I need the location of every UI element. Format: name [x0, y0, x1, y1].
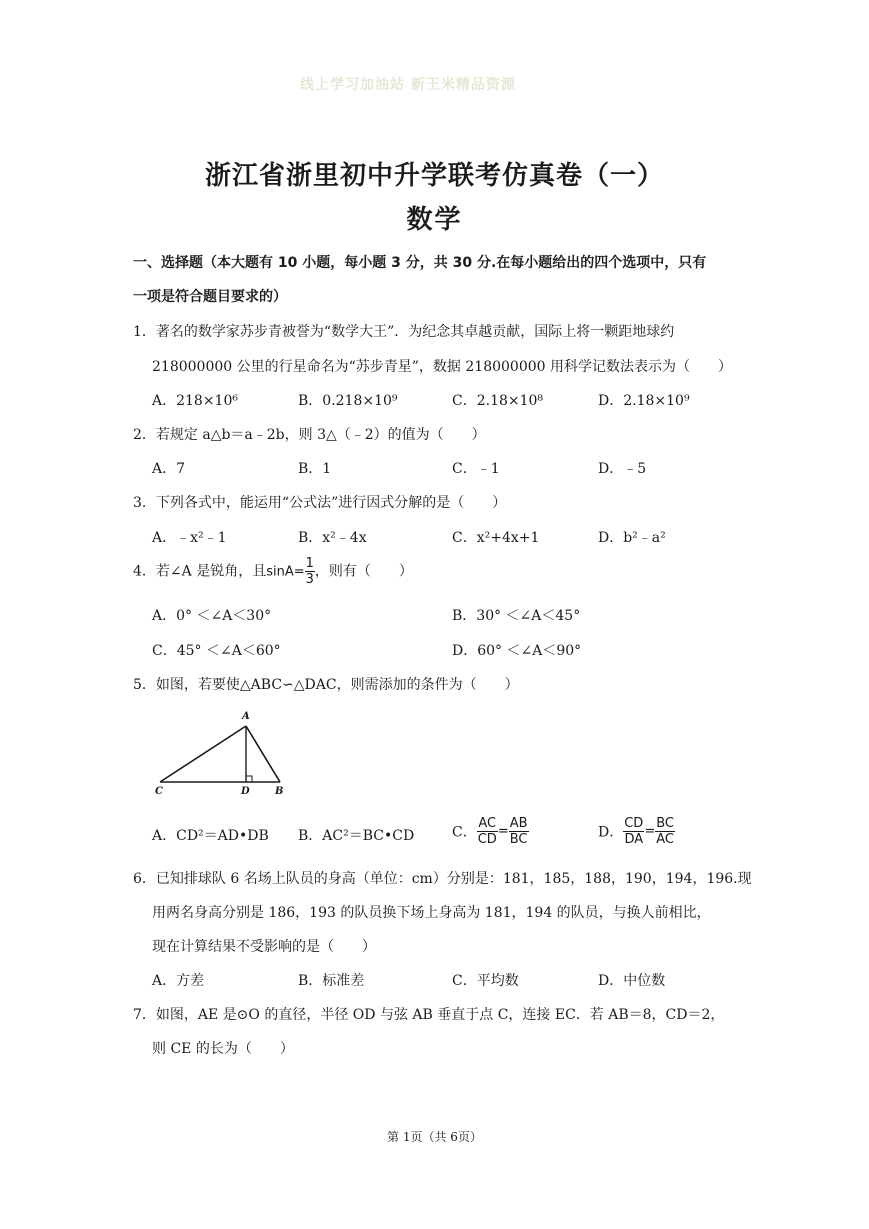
q4-stem — [133, 556, 413, 587]
q7-stem-line1: 7．如图，AE 是⊙O 的直径，半径 OD 与弦 AB 垂直于点 C，连接 EC．若 AB＝8，CD＝2， — [133, 1007, 725, 1023]
q6-stem-line2: 用两名身高分别是 186，193 的队员换下场上身高为 181，194 的队员，与换人前相比， — [152, 905, 711, 921]
q5-d-frac-right-den: AC — [656, 832, 674, 847]
watermark: 线上学习加油站 新王米精品资源 — [300, 77, 516, 93]
q4-fraction-denominator: 3 — [305, 572, 314, 587]
q5-c-frac-right-den: BC — [509, 832, 528, 847]
q5-option-b: B．AC²＝BC•CD — [298, 828, 415, 844]
label-a: A — [242, 711, 250, 722]
q3-option-a: A．﹣x²﹣1 — [152, 530, 227, 546]
q1-option-d: D．2.18×10⁹ — [598, 393, 690, 409]
q4-option-d: D．60° ＜∠A＜90° — [452, 643, 582, 659]
q1-option-a: A．218×10⁶ — [152, 393, 238, 409]
q5-option-a: A．CD²＝AD•DB — [152, 828, 269, 844]
q5-c-fraction-right — [509, 816, 529, 847]
q3-stem: 3．下列各式中，能运用“公式法”进行因式分解的是（ ） — [133, 495, 507, 511]
q5-d-fraction-left — [623, 816, 644, 847]
section-heading-line2: 一项是符合题目要求的） — [133, 289, 287, 305]
q4-stem-suffix: ，则有（ ） — [314, 563, 413, 580]
q5-c-frac-right-num: AB — [509, 816, 528, 831]
q5-c-frac-left-num: AC — [478, 816, 497, 831]
q5-c-frac-left-den: CD — [477, 832, 497, 847]
label-d: D — [241, 786, 250, 797]
page-footer: 第 1页（共 6页） — [387, 1130, 482, 1144]
q4-option-c: C．45° ＜∠A＜60° — [152, 643, 281, 659]
q5-d-equals: = — [644, 824, 656, 839]
q4-fraction-numerator: 1 — [305, 556, 314, 571]
q2-stem: 2．若规定 a△b＝a﹣2b，则 3△（﹣2）的值为（ ） — [133, 427, 486, 443]
q5-stem: 5．如图，若要使△ABC∽△DAC，则需添加的条件为（ ） — [133, 677, 519, 693]
q2-option-d: D．﹣5 — [598, 461, 647, 477]
q3-option-c: C．x²+4x+1 — [452, 530, 540, 546]
q7-stem-line2: 则 CE 的长为（ ） — [152, 1041, 294, 1057]
q1-option-b: B．0.218×10⁹ — [298, 393, 398, 409]
q3-option-b: B．x²﹣4x — [298, 530, 367, 546]
q3-option-d: D．b²﹣a² — [598, 530, 666, 546]
q4-sin-label: sinA= — [266, 564, 305, 580]
q6-stem-line1: 6．已知排球队 6 名场上队员的身高（单位：cm）分别是：181，185，188，190，194，196.现 — [133, 871, 752, 887]
label-b: B — [275, 786, 284, 797]
q2-option-b: B．1 — [298, 461, 332, 477]
q4-option-b: B．30° ＜∠A＜45° — [452, 608, 581, 624]
segment-ca — [160, 726, 246, 782]
q5-d-frac-left-den: DA — [624, 832, 644, 847]
q5-triangle-figure — [150, 706, 295, 798]
q6-option-d: D．中位数 — [598, 973, 666, 989]
q1-option-c: C．2.18×10⁸ — [452, 393, 544, 409]
q5-option-c — [452, 816, 529, 847]
q5-c-fraction-left — [477, 816, 498, 847]
q5-option-d — [598, 816, 675, 847]
q6-option-b: B．标准差 — [298, 973, 365, 989]
section-heading-line1: 一、选择题（本大题有 10 小题，每小题 3 分，共 30 分.在每小题给出的四个选项中，只有 — [133, 255, 707, 271]
q5-option-d-label: D． — [598, 824, 624, 841]
q5-d-frac-right-num: BC — [656, 816, 675, 831]
q4-option-a: A．0° ＜∠A＜30° — [152, 608, 272, 624]
q5-option-c-label: C． — [452, 824, 477, 841]
q6-stem-line3: 现在计算结果不受影响的是（ ） — [152, 939, 376, 955]
label-c: C — [155, 786, 163, 797]
q4-stem-prefix: 4．若∠A 是锐角，且 — [133, 563, 267, 580]
q2-option-c: C．﹣1 — [452, 461, 500, 477]
q2-option-a: A．7 — [152, 461, 186, 477]
q4-fraction — [305, 556, 315, 587]
page-subtitle: 数学 — [406, 205, 463, 235]
q1-stem-line2: 218000000 公里的行星命名为“苏步青星”，数据 218000000 用科学记数法表示为（ ） — [152, 359, 732, 375]
right-angle-mark — [246, 776, 252, 782]
q6-option-c: C．平均数 — [452, 973, 519, 989]
page-title: 浙江省浙里初中升学联考仿真卷（一） — [204, 161, 664, 191]
segment-ab — [246, 726, 280, 782]
q5-d-frac-left-num: CD — [624, 816, 644, 831]
q6-option-a: A．方差 — [152, 973, 205, 989]
q1-stem-line1: 1．著名的数学家苏步青被誉为“数学大王”．为纪念其卓越贡献，国际上将一颗距地球约 — [133, 324, 675, 340]
q5-c-equals: = — [497, 824, 509, 839]
q5-d-fraction-right — [655, 816, 675, 847]
